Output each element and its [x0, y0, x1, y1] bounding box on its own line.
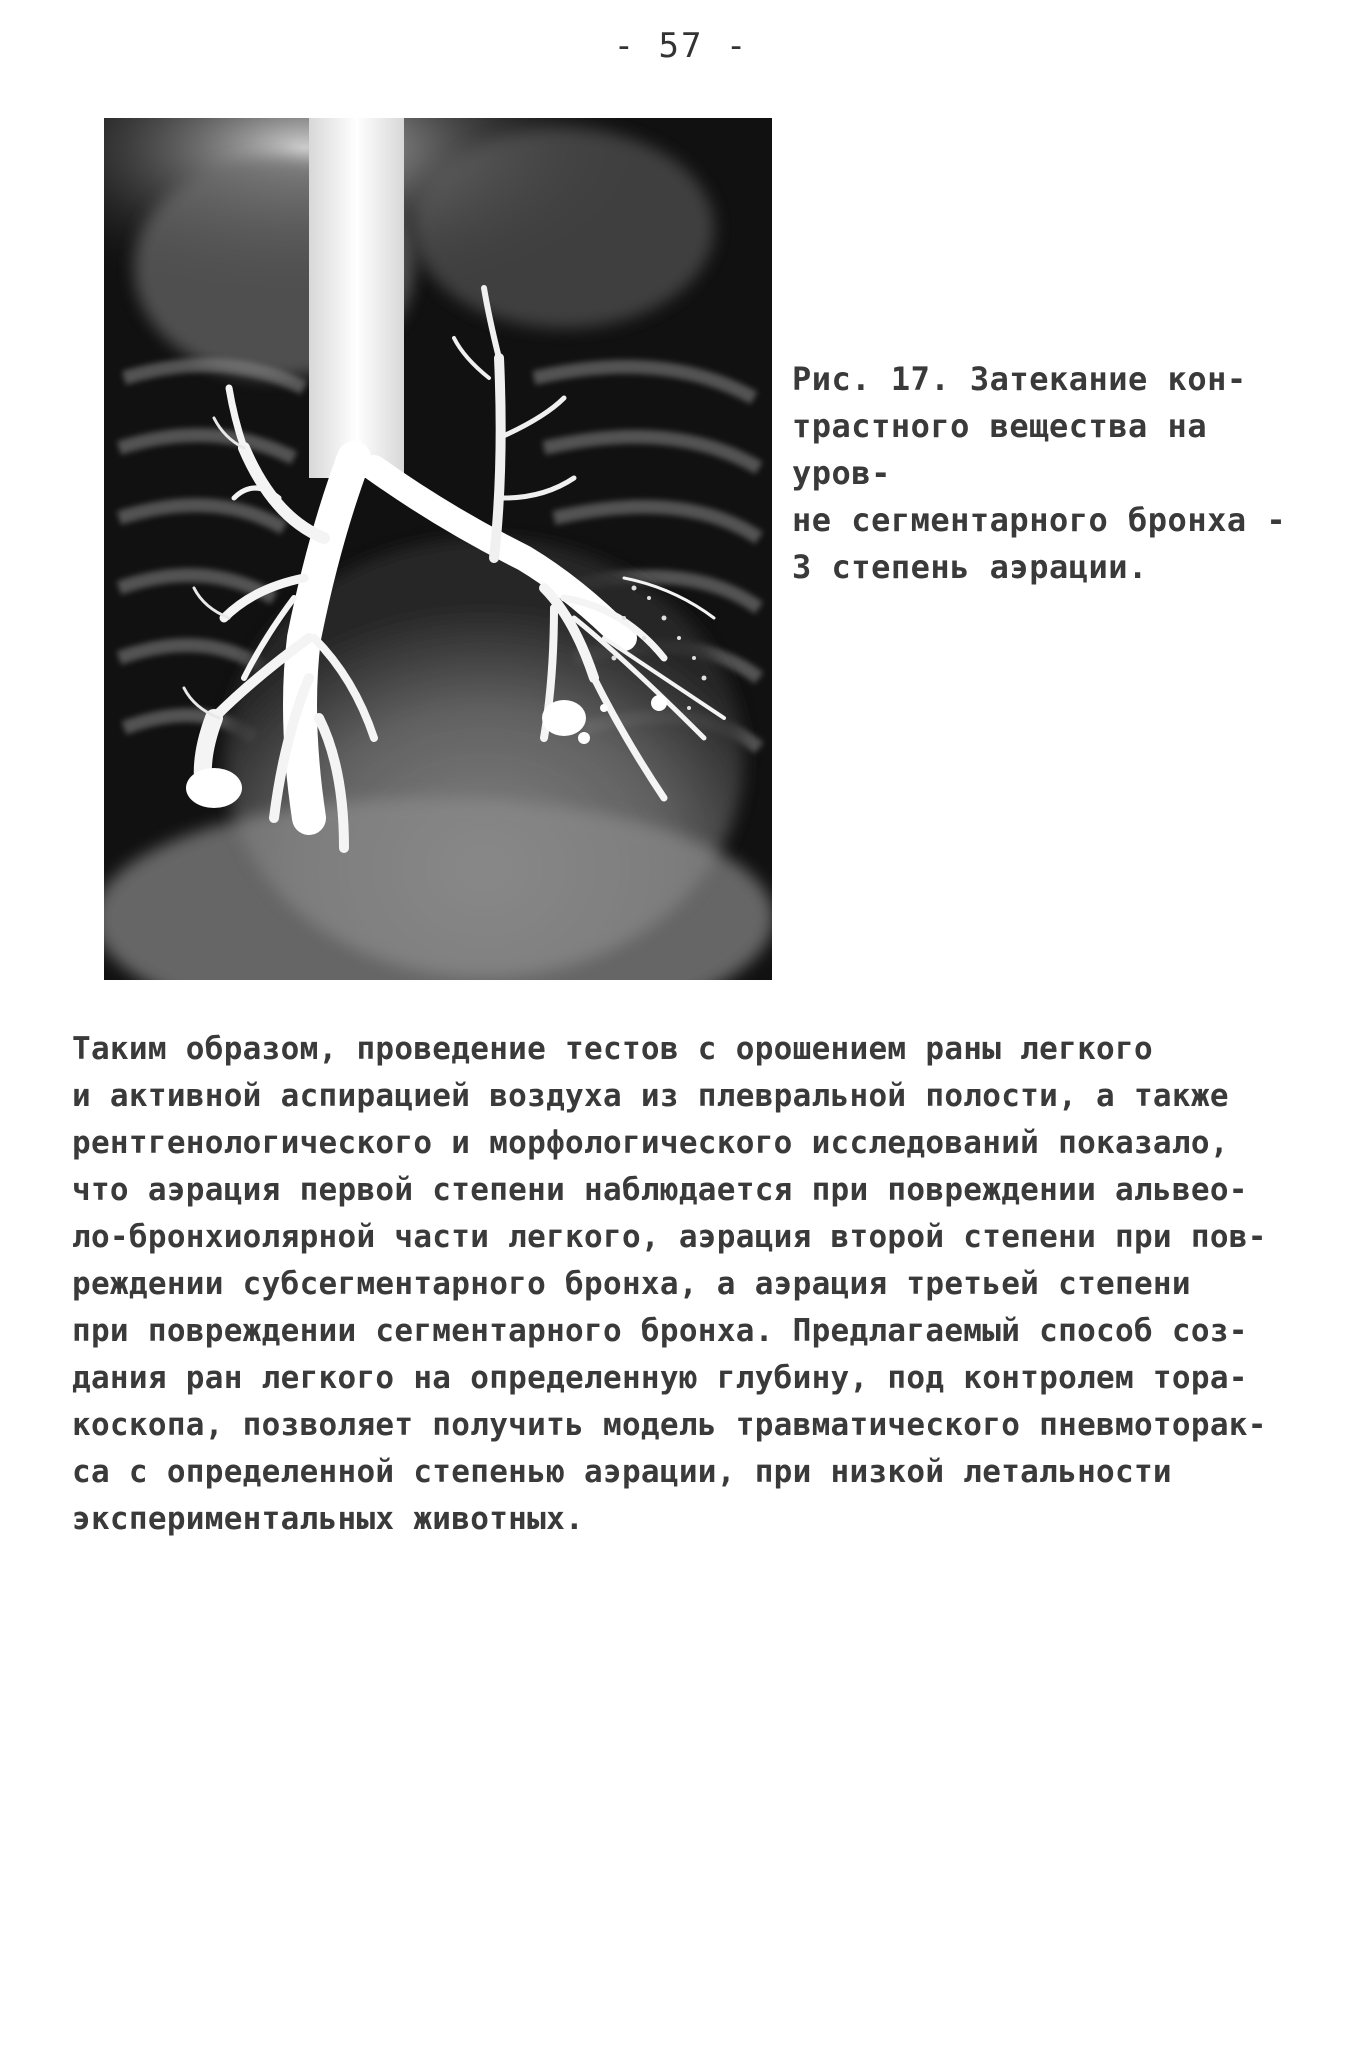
chest-xray-figure — [104, 118, 772, 980]
page-number: - 57 - — [613, 26, 749, 66]
xray-image — [104, 118, 772, 980]
figure-caption: Рис. 17. Затекание кон- трастного вещества на уров- не сегментарного бронха - 3 степень аэрации. — [792, 360, 1287, 586]
body-paragraph: Таким образом, проведение тестов с орошением раны легкого и активной аспирацией воздуха из плевральной полости, а также рентгенологического и морфологического исследований показало, что аэрация первой степени наблюдается при повреждении альвео- ло-бронхиолярной части легкого, аэрация второй степени при пов- реждении субсегментарного бронха, а аэрация третьей степени при повреждении сегментарного бронха. Предлагаемый способ соз- дания ран легкого на определенную глубину, под контролем тора- коскопа, позволяет получить модель травматического пневмоторак- са с определенной степенью аэрации, при низкой летальности экспериментальных животных. — [72, 1031, 1267, 1537]
